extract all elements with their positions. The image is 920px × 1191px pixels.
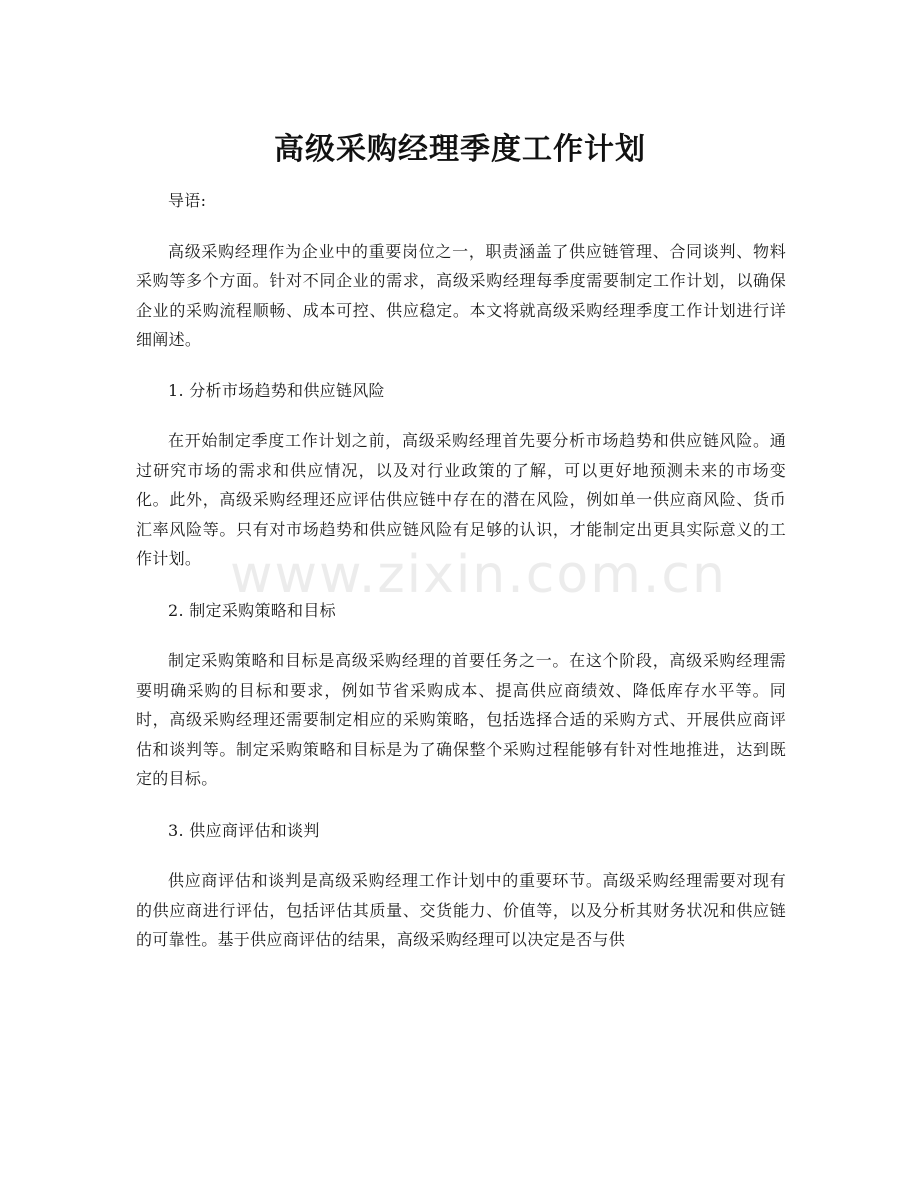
section-body-1: 在开始制定季度工作计划之前，高级采购经理首先要分析市场趋势和供应链风险。通过研究市场的需求和供应情况，以及对行业政策的了解，可以更好地预测未来的市场变化。此外，高级采购经理还应评估供应链中存在的潜在风险，例如单一供应商风险、货币汇率风险等。只有对市场趋势和供应链风险有足够的认识，才能制定出更具实际意义的工作计划。 [136,431,786,568]
document-body [136,186,786,955]
section-body-2: 制定采购策略和目标是高级采购经理的首要任务之一。在这个阶段，高级采购经理需要明确采购的目标和要求，例如节省采购成本、提高供应商绩效、降低库存水平等。同时，高级采购经理还需要制定相应的采购策略，包括选择合适的采购方式、开展供应商评估和谈判等。制定采购策略和目标是为了确保整个采购过程能够有针对性地推进，达到既定的目标。 [136,651,786,788]
document-title: 高级采购经理季度工作计划 [274,132,646,168]
section-heading-2: 2. 制定采购策略和目标 [168,600,336,620]
watermark-text: www.zixin.com.cn [230,545,727,605]
intro-label: 导语: [168,191,207,210]
intro-paragraph: 高级采购经理作为企业中的重要岗位之一，职责涵盖了供应链管理、合同谈判、物料采购等多个方面。针对不同企业的需求，高级采购经理每季度需要制定工作计划，以确保企业的采购流程顺畅、成本可控、供应稳定。本文将就高级采购经理季度工作计划进行详细阐述。 [136,241,786,349]
section-body-3: 供应商评估和谈判是高级采购经理工作计划中的重要环节。高级采购经理需要对现有的供应商进行评估，包括评估其质量、交货能力、价值等，以及分析其财务状况和供应链的可靠性。基于供应商评估的结果，高级采购经理可以决定是否与供 [136,871,786,949]
section-heading-3: 3. 供应商评估和谈判 [168,820,320,840]
section-heading-1: 1. 分析市场趋势和供应链风险 [168,380,385,400]
